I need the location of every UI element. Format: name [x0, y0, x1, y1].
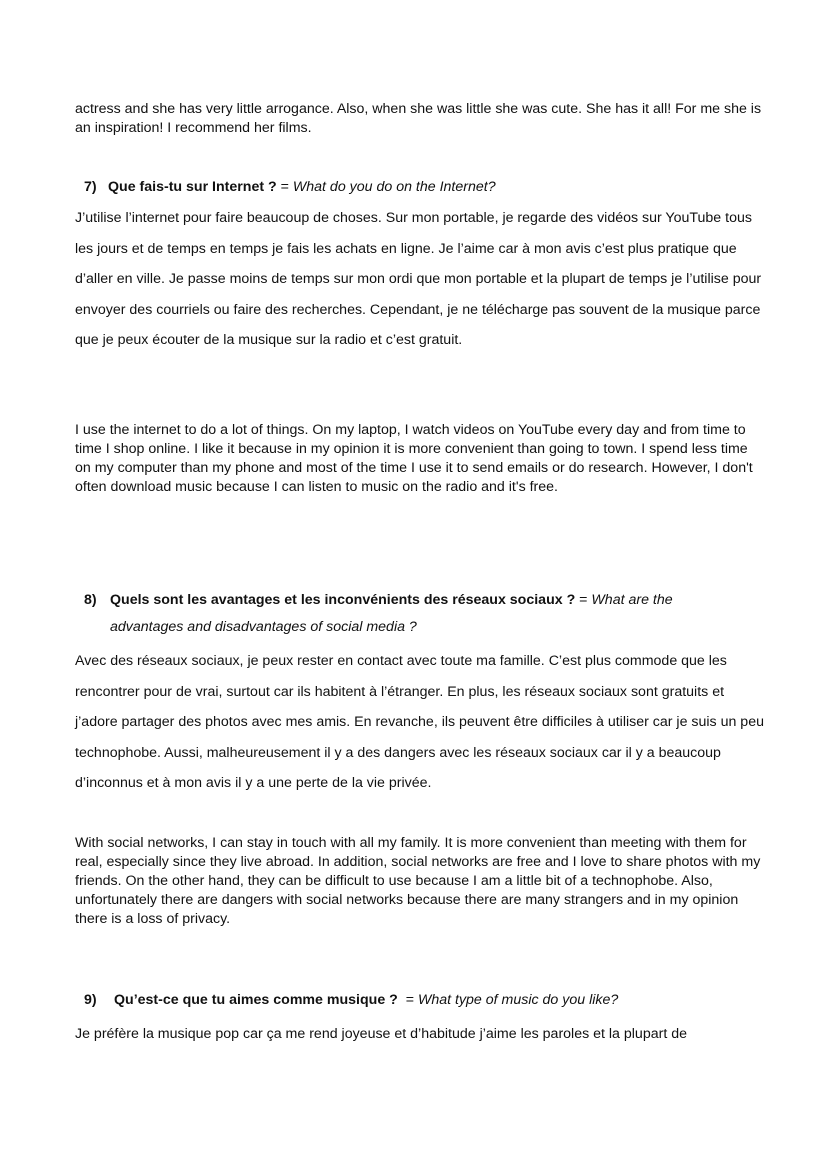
answer-8-en: With social networks, I can stay in touch with all my family. It is more convenient than meeting with them for real, especially since they live abroad. In addition, social networks are free and I love to share photos with my friends. On the other hand, they can be difficult to use because I am a little bit of a technophobe. Also, unfortunately there are dangers with social networks because there are many strangers and in my opinion there is a loss of privacy. [75, 835, 761, 927]
answer-8-fr: Avec des réseaux sociaux, je peux rester en contact avec toute ma famille. C’est plus commode que les rencontrer pour de vrai, surtout car ils habitent à l’étranger. En plus, les réseaux sociaux sont gratuits et j’adore partager des photos avec mes amis. En revanche, ils peuvent être difficiles à utiliser car je suis un peu technophobe. Aussi, malheureusement il y a des dangers avec les réseaux sociaux car il y a beaucoup d’inconnus et à mon avis il y a une perte de la vie privée. [75, 653, 764, 791]
answer-9-fr: Je préfère la musique pop car ça me rend joyeuse et d’habitude j’aime les paroles et la plupart de [75, 1026, 687, 1042]
question-7-number: 7) [84, 179, 97, 195]
question-8-en: What are the advantages and disadvantages of social media ? [110, 592, 673, 635]
question-8-number: 8) [84, 592, 97, 608]
question-9-number: 9) [84, 992, 97, 1008]
question-9 [84, 987, 764, 1014]
question-9-fr: Qu’est-ce que tu aimes comme musique ? [114, 992, 398, 1008]
question-7 [84, 174, 764, 201]
answer-7-fr: J’utilise l’internet pour faire beaucoup de choses. Sur mon portable, je regarde des vidéos sur YouTube tous les jours et de temps en temps je fais les achats en ligne. Je l’aime car à mon avis c’est plus pratique que d’aller en ville. Je passe moins de temps sur mon ordi que mon portable et la plupart de temps je l’utilise pour envoyer des courriels ou faire des recherches. Cependant, je ne télécharge pas souvent de la musique parce que je peux écouter de la musique sur la radio et c’est gratuit. [75, 210, 762, 348]
question-7-fr: Que fais-tu sur Internet ? [108, 179, 277, 195]
question-7-en: What do you do on the Internet? [292, 179, 496, 195]
answer-7-en: I use the internet to do a lot of things. On my laptop, I watch videos on YouTube every day and from time to time I shop online. I like it because in my opinion it is more convenient than going to town. I spend less time on my computer than my phone and most of the time I use it to send emails or do research. However, I don't often download music because I can listen to music on the radio and it's free. [75, 422, 753, 495]
question-7-equals: = [276, 179, 293, 195]
question-8-equals: = [575, 592, 592, 608]
intro-paragraph-en: actress and she has very little arrogance. Also, when she was little she was cute. She has it all! For me she is an inspiration! I recommend her films. [75, 101, 762, 136]
question-8-fr: Quels sont les avantages et les inconvénients des réseaux sociaux ? [110, 592, 576, 608]
question-9-en: What type of music do you like? [417, 992, 619, 1008]
question-8 [84, 587, 764, 641]
question-9-equals: = [397, 992, 418, 1008]
